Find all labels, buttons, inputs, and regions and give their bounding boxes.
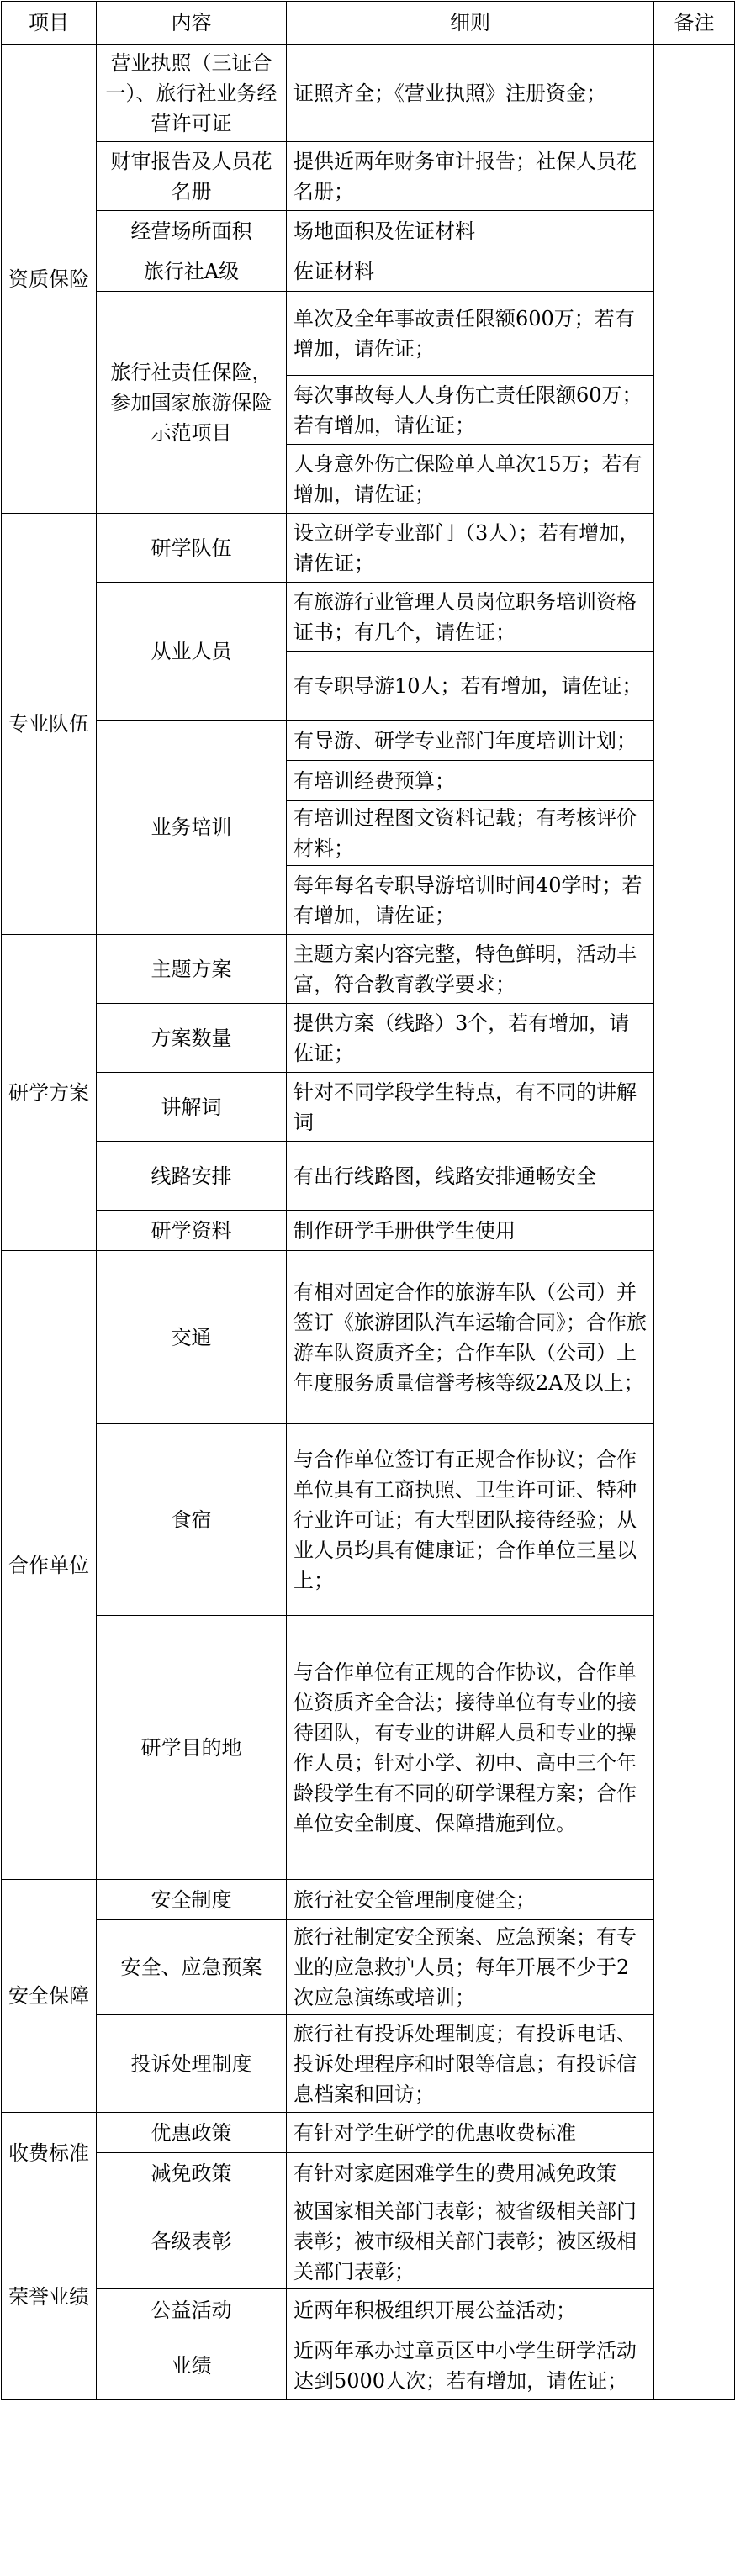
category-cell: 资质保险 bbox=[2, 45, 97, 514]
content-cell: 财审报告及人员花名册 bbox=[97, 142, 287, 211]
table-body bbox=[2, 45, 735, 2400]
content-cell: 营业执照（三证合一）、旅行社业务经营许可证 bbox=[97, 45, 287, 142]
table-row bbox=[2, 2153, 735, 2193]
table-row bbox=[2, 935, 735, 1004]
content-cell: 各级表彰 bbox=[97, 2193, 287, 2289]
content-cell: 旅行社A级 bbox=[97, 251, 287, 292]
category-cell: 收费标准 bbox=[2, 2113, 97, 2193]
detail-cell: 有导游、研学专业部门年度培训计划； bbox=[287, 721, 654, 761]
header-remarks: 备注 bbox=[654, 2, 735, 45]
detail-cell: 佐证材料 bbox=[287, 251, 654, 292]
table-row bbox=[2, 583, 735, 652]
table-row bbox=[2, 2331, 735, 2400]
detail-cell: 场地面积及佐证材料 bbox=[287, 211, 654, 251]
detail-cell: 人身意外伤亡保险单人单次15万；若有增加，请佐证； bbox=[287, 445, 654, 514]
content-cell: 业绩 bbox=[97, 2331, 287, 2400]
detail-cell: 旅行社有投诉处理制度；有投诉电话、投诉处理程序和时限等信息；有投诉信息档案和回访； bbox=[287, 2015, 654, 2113]
header-details: 细则 bbox=[287, 2, 654, 45]
table-row bbox=[2, 514, 735, 583]
content-cell: 投诉处理制度 bbox=[97, 2015, 287, 2113]
detail-cell: 提供方案（线路）3个，若有增加，请佐证； bbox=[287, 1004, 654, 1073]
detail-cell: 单次及全年事故责任限额600万；若有增加，请佐证； bbox=[287, 292, 654, 376]
content-cell: 交通 bbox=[97, 1251, 287, 1424]
table-row bbox=[2, 211, 735, 251]
table-row bbox=[2, 292, 735, 376]
detail-cell: 有培训经费预算； bbox=[287, 761, 654, 801]
detail-cell: 主题方案内容完整，特色鲜明，活动丰富，符合教育教学要求； bbox=[287, 935, 654, 1004]
table-row bbox=[2, 2289, 735, 2331]
detail-cell: 旅行社制定安全预案、应急预案；有专业的应急救护人员；每年开展不少于2次应急演练或培训； bbox=[287, 1920, 654, 2015]
detail-cell: 与合作单位有正规的合作协议，合作单位资质齐全合法；接待单位有专业的接待团队，有专业的讲解人员和专业的操作人员；针对小学、初中、高中三个年龄段学生有不同的研学课程方案；合作单位安全制度、保障措施到位。 bbox=[287, 1616, 654, 1880]
content-cell: 安全、应急预案 bbox=[97, 1920, 287, 2015]
content-cell: 食宿 bbox=[97, 1424, 287, 1616]
category-cell: 合作单位 bbox=[2, 1251, 97, 1880]
content-cell: 研学资料 bbox=[97, 1211, 287, 1251]
content-cell: 研学目的地 bbox=[97, 1616, 287, 1880]
detail-cell: 每次事故每人人身伤亡责任限额60万；若有增加，请佐证； bbox=[287, 376, 654, 445]
content-cell: 优惠政策 bbox=[97, 2113, 287, 2153]
detail-cell: 近两年承办过章贡区中小学生研学活动达到5000人次；若有增加，请佐证； bbox=[287, 2331, 654, 2400]
table-row bbox=[2, 1073, 735, 1142]
table-row bbox=[2, 721, 735, 761]
content-cell: 方案数量 bbox=[97, 1004, 287, 1073]
content-cell: 业务培训 bbox=[97, 721, 287, 935]
header-category: 项目 bbox=[2, 2, 97, 45]
table-row bbox=[2, 2193, 735, 2289]
table-row bbox=[2, 1920, 735, 2015]
table-row bbox=[2, 45, 735, 142]
detail-cell: 被国家相关部门表彰；被省级相关部门表彰；被市级相关部门表彰；被区级相关部门表彰； bbox=[287, 2193, 654, 2289]
content-cell: 公益活动 bbox=[97, 2289, 287, 2331]
content-cell: 主题方案 bbox=[97, 935, 287, 1004]
detail-cell: 设立研学专业部门（3人）；若有增加，请佐证； bbox=[287, 514, 654, 583]
category-cell: 荣誉业绩 bbox=[2, 2193, 97, 2400]
detail-cell: 有出行线路图，线路安排通畅安全 bbox=[287, 1142, 654, 1211]
detail-cell: 每年每名专职导游培训时间40学时；若有增加，请佐证； bbox=[287, 866, 654, 935]
table-row bbox=[2, 1424, 735, 1616]
detail-cell: 提供近两年财务审计报告；社保人员花名册； bbox=[287, 142, 654, 211]
detail-cell: 近两年积极组织开展公益活动； bbox=[287, 2289, 654, 2331]
category-cell: 研学方案 bbox=[2, 935, 97, 1251]
detail-cell: 有针对学生研学的优惠收费标准 bbox=[287, 2113, 654, 2153]
detail-cell: 有旅游行业管理人员岗位职务培训资格证书；有几个，请佐证； bbox=[287, 583, 654, 652]
table-row bbox=[2, 2113, 735, 2153]
table-row bbox=[2, 142, 735, 211]
detail-cell: 与合作单位签订有正规合作协议；合作单位具有工商执照、卫生许可证、特种行业许可证；有大型团队接待经验；从业人员均具有健康证；合作单位三星以上； bbox=[287, 1424, 654, 1616]
table-row bbox=[2, 251, 735, 292]
detail-cell: 证照齐全；《营业执照》注册资金； bbox=[287, 45, 654, 142]
detail-cell: 有培训过程图文资料记载；有考核评价材料； bbox=[287, 801, 654, 866]
table-row bbox=[2, 1880, 735, 1920]
header-content: 内容 bbox=[97, 2, 287, 45]
detail-cell: 旅行社安全管理制度健全； bbox=[287, 1880, 654, 1920]
content-cell: 讲解词 bbox=[97, 1073, 287, 1142]
category-cell: 安全保障 bbox=[2, 1880, 97, 2113]
detail-cell: 有专职导游10人；若有增加，请佐证； bbox=[287, 652, 654, 721]
table-row bbox=[2, 1211, 735, 1251]
content-cell: 经营场所面积 bbox=[97, 211, 287, 251]
table-row bbox=[2, 1142, 735, 1211]
header-row bbox=[2, 2, 735, 45]
content-cell: 安全制度 bbox=[97, 1880, 287, 1920]
detail-cell: 针对不同学段学生特点，有不同的讲解词 bbox=[287, 1073, 654, 1142]
table-row bbox=[2, 2015, 735, 2113]
content-cell: 旅行社责任保险，参加国家旅游保险示范项目 bbox=[97, 292, 287, 514]
content-cell: 研学队伍 bbox=[97, 514, 287, 583]
criteria-table bbox=[1, 1, 735, 2400]
content-cell: 从业人员 bbox=[97, 583, 287, 721]
detail-cell: 有针对家庭困难学生的费用减免政策 bbox=[287, 2153, 654, 2193]
content-cell: 线路安排 bbox=[97, 1142, 287, 1211]
remarks-cell bbox=[654, 45, 735, 2400]
table-row bbox=[2, 1616, 735, 1880]
table-row bbox=[2, 1004, 735, 1073]
table-row bbox=[2, 1251, 735, 1424]
category-cell: 专业队伍 bbox=[2, 514, 97, 935]
detail-cell: 有相对固定合作的旅游车队（公司）并签订《旅游团队汽车运输合同》；合作旅游车队资质齐全；合作车队（公司）上年度服务质量信誉考核等级2A及以上； bbox=[287, 1251, 654, 1424]
detail-cell: 制作研学手册供学生使用 bbox=[287, 1211, 654, 1251]
content-cell: 减免政策 bbox=[97, 2153, 287, 2193]
